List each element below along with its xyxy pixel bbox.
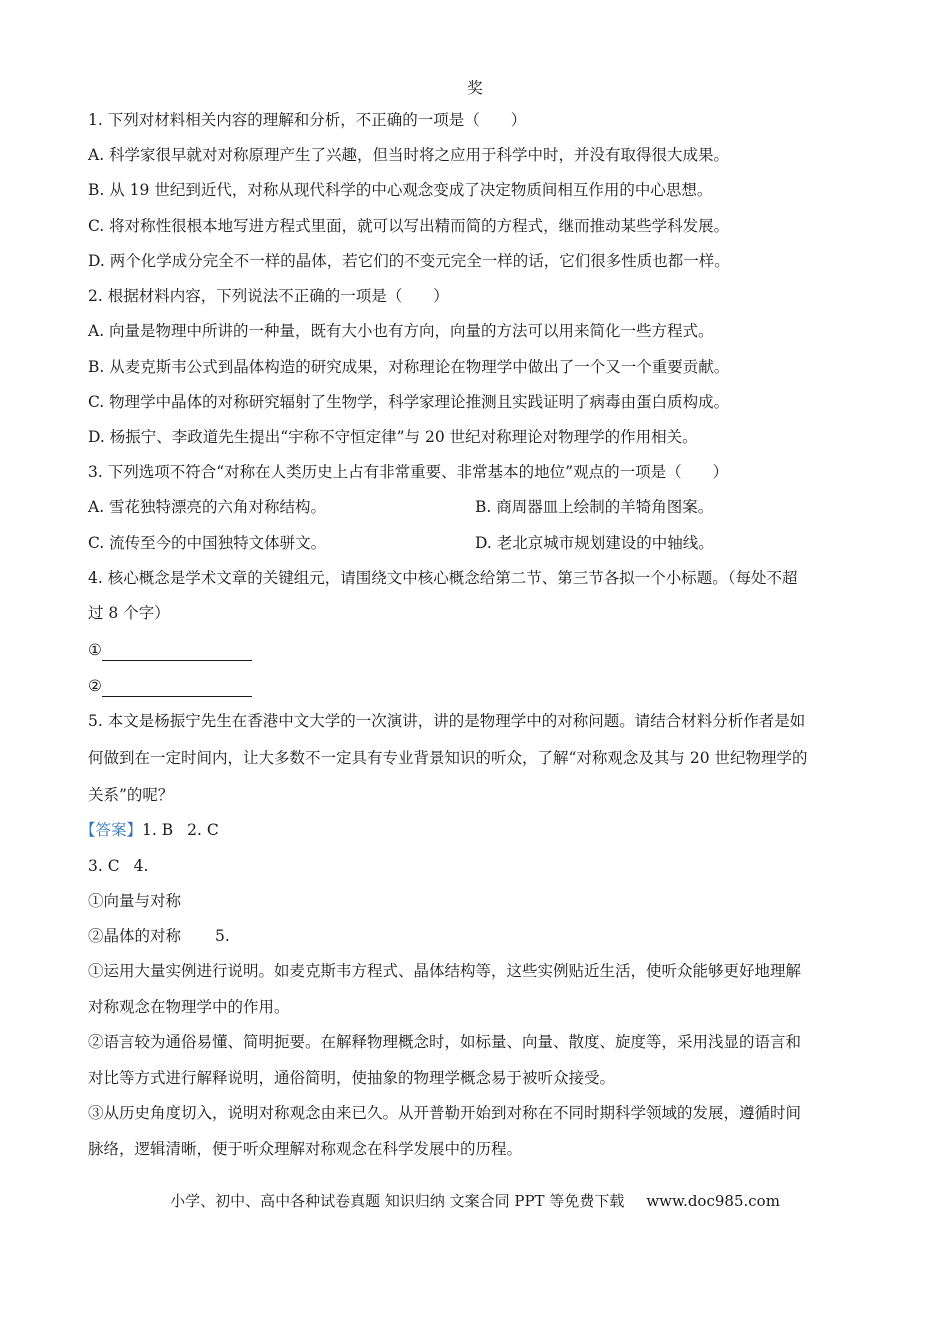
answer-5-point-3-line1: ③从历史角度切入，说明对称观念由来已久。从开普勒开始到对称在不同时期科学领域的发展，遵循时间 (88, 1104, 802, 1122)
q2-stem: 2. 根据材料内容，下列说法不正确的一项是（ ） (88, 287, 449, 305)
answer-2: 2. C (187, 821, 219, 839)
q5-stem-line2: 何做到在一定时间内，让大多数不一定具有专业背景知识的听众，了解“对称观念及其与 20 世纪物理学的 (88, 749, 808, 767)
answer-5-point-2-line2: 对比等方式进行解释说明，通俗简明，使抽象的物理学概念易于被听众接受。 (88, 1069, 616, 1087)
q4-blank-1-marker: ① (88, 641, 102, 659)
answer-5-point-3-line2: 脉络，逻辑清晰，便于听众理解对称观念在科学发展中的历程。 (88, 1140, 523, 1158)
answer-4-item-2: ②晶体的对称 (88, 927, 182, 945)
q4-blank-2 (88, 675, 252, 697)
answer-4-item-1: ①向量与对称 (88, 892, 182, 910)
header-fragment: 奖 (467, 79, 483, 97)
q1-option-b: B. 从 19 世纪到近代，对称从现代科学的中心观念变成了决定物质间相互作用的中心思想。 (88, 181, 713, 199)
q1-option-c: C. 将对称性很根本地写进方程式里面，就可以写出精而简的方程式，继而推动某些学科发展。 (88, 217, 730, 235)
answer-1: 1. B (142, 821, 174, 839)
answer-5-point-1-line1: ①运用大量实例进行说明。如麦克斯韦方程式、晶体结构等，这些实例贴近生活，使听众能够更好地理解 (88, 962, 802, 980)
q2-option-a: A. 向量是物理中所讲的一种量，既有大小也有方向，向量的方法可以用来简化一些方程式。 (88, 322, 714, 340)
q4-blank-1 (88, 639, 252, 661)
q4-stem-line1: 4. 核心概念是学术文章的关键组元，请围绕文中核心概念给第二节、第三节各拟一个小标题。（每处不超 (88, 569, 798, 587)
answer-4-label: 4. (133, 857, 149, 875)
answer-4-item-2-row (88, 925, 230, 947)
q4-blank-2-line[interactable] (102, 680, 252, 697)
q1-option-d: D. 两个化学成分完全不一样的晶体，若它们的不变元完全一样的话，它们很多性质也都一样。 (88, 252, 730, 270)
q3-option-a: A. 雪花独特漂亮的六角对称结构。 (88, 498, 327, 516)
answer-5-point-2-line1: ②语言较为通俗易懂、简明扼要。在解释物理概念时，如标量、向量、散度、旋度等，采用浅显的语言和 (88, 1033, 802, 1051)
answer-row-1 (80, 819, 219, 841)
q5-stem-line3: 关系”的呢？ (88, 786, 174, 804)
q4-stem-line2: 过 8 个字） (88, 604, 170, 622)
q5-stem-line1: 5. 本文是杨振宁先生在香港中文大学的一次演讲，讲的是物理学中的对称问题。请结合材料分析作者是如 (88, 712, 806, 730)
footer-url[interactable]: www.doc985.com (646, 1192, 780, 1210)
q3-option-c: C. 流传至今的中国独特文体骈文。 (88, 534, 327, 552)
answer-5-point-1-line2: 对称观念在物理学中的作用。 (88, 998, 290, 1016)
q3-option-d: D. 老北京城市规划建设的中轴线。 (475, 534, 714, 552)
footer-text: 小学、初中、高中各种试卷真题 知识归纳 文案合同 PPT 等免费下载 (170, 1192, 625, 1210)
q1-stem: 1. 下列对材料相关内容的理解和分析，不正确的一项是（ ） (88, 111, 527, 129)
q2-option-b: B. 从麦克斯韦公式到晶体构造的研究成果，对称理论在物理学中做出了一个又一个重要贡献。 (88, 358, 730, 376)
q2-option-d: D. 杨振宁、李政道先生提出“宇称不守恒定律”与 20 世纪对称理论对物理学的作用相关。 (88, 428, 698, 446)
q1-option-a: A. 科学家很早就对对称原理产生了兴趣，但当时将之应用于科学中时，并没有取得很大成果。 (88, 146, 730, 164)
q3-stem: 3. 下列选项不符合“对称在人类历史上占有非常重要、非常基本的地位”观点的一项是（ ） (88, 463, 729, 481)
q2-option-c: C. 物理学中晶体的对称研究辐射了生物学，科学家理论推测且实践证明了病毒由蛋白质构成。 (88, 393, 730, 411)
q4-blank-2-marker: ② (88, 677, 102, 695)
q3-option-b: B. 商周器皿上绘制的羊犄角图案。 (475, 498, 714, 516)
answer-3: 3. C (88, 857, 120, 875)
answer-tag: 【答案】 (80, 821, 143, 839)
answer-5-label: 5. (215, 927, 230, 945)
page-footer (0, 1190, 950, 1211)
q4-blank-1-line[interactable] (102, 644, 252, 661)
answer-row-2 (88, 855, 148, 877)
